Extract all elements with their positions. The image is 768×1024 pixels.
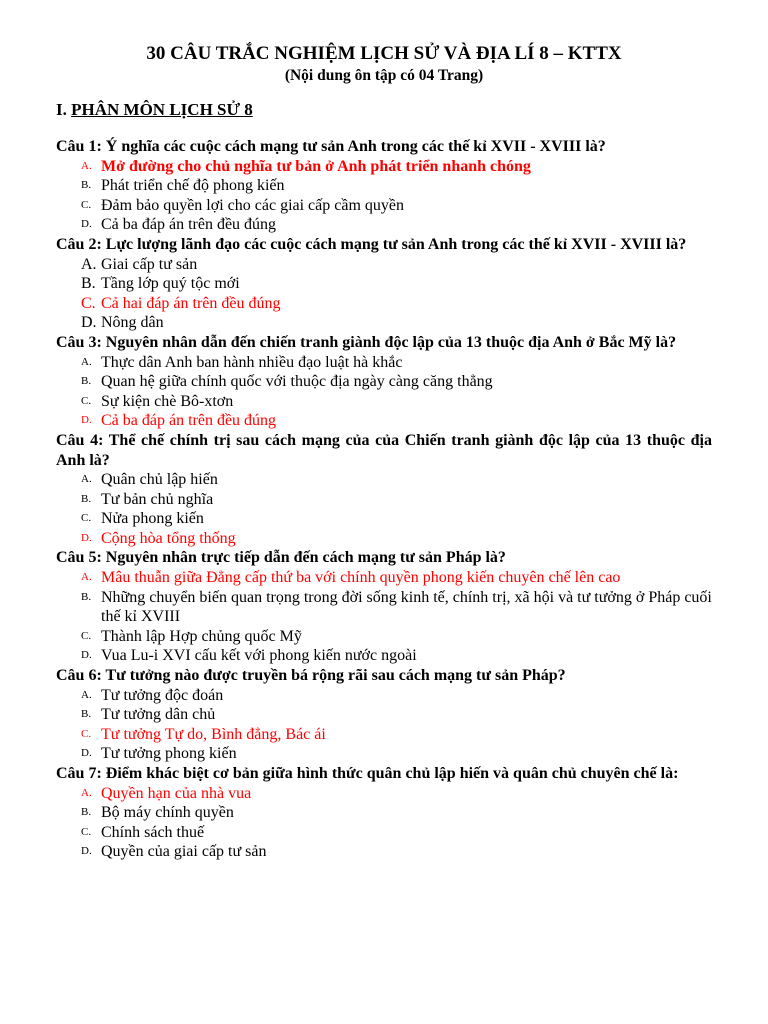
answer-option <box>56 470 712 490</box>
question-block <box>56 764 712 862</box>
answer-option <box>56 196 712 216</box>
answer-label: D. <box>81 314 97 332</box>
answer-label-cell <box>56 353 101 373</box>
answer-text: Nửa phong kiến <box>101 510 204 528</box>
answer-text: Cả ba đáp án trên đều đúng <box>101 412 277 430</box>
answer-option <box>56 215 712 235</box>
answer-option <box>56 255 712 275</box>
answer-text: Tư bản chủ nghĩa <box>101 490 214 508</box>
answer-label: B. <box>81 275 96 293</box>
answer-label: C. <box>81 512 92 525</box>
answer-label-cell <box>56 490 101 510</box>
answer-label: B. <box>81 590 92 603</box>
answer-text: Quyền của giai cấp tư sản <box>101 843 267 861</box>
question-text: Câu 2: Lực lượng lãnh đạo các cuộc cách mạng tư sản Anh trong các thế kỉ XVII - XVIII là? <box>56 235 687 253</box>
answer-option <box>56 509 712 529</box>
answer-option <box>56 353 712 373</box>
document-subtitle: (Nội dung ôn tập có 04 Trang) <box>284 67 484 84</box>
answer-label-cell <box>56 705 101 725</box>
answer-option <box>56 313 712 333</box>
answer-text: Sự kiện chè Bô-xtơn <box>101 392 234 410</box>
answer-option <box>56 705 712 725</box>
answer-label-cell <box>56 313 101 333</box>
answer-text: Mâu thuẫn giữa Đẳng cấp thứ ba với chính quyền phong kiến chuyên chế lên cao <box>101 569 621 587</box>
answer-label-cell <box>56 725 101 745</box>
answer-label: D. <box>81 218 92 231</box>
answer-label: D. <box>81 845 92 858</box>
answer-text: Mở đường cho chủ nghĩa tư bản ở Anh phát triển nhanh chóng <box>101 157 531 175</box>
answer-label-cell <box>56 157 101 177</box>
answer-text: Bộ máy chính quyền <box>101 804 234 822</box>
answer-label-cell <box>56 646 101 666</box>
section-heading <box>56 99 712 121</box>
answer-label-cell <box>56 588 101 627</box>
answer-text: Thành lập Hợp chủng quốc Mỹ <box>101 627 302 645</box>
document-title: 30 CÂU TRẮC NGHIỆM LỊCH SỬ VÀ ĐỊA LÍ 8 – KTTX <box>146 43 622 64</box>
question-text: Câu 6: Tư tưởng nào được truyền bá rộng rãi sau cách mạng tư sản Pháp? <box>56 667 566 685</box>
answer-label-cell <box>56 274 101 294</box>
answer-text: Vua Lu-i XVI cấu kết với phong kiến nước ngoài <box>101 647 417 665</box>
answer-label-cell <box>56 255 101 275</box>
answer-label-cell <box>56 215 101 235</box>
answer-label: B. <box>81 806 92 819</box>
answer-text: Cả hai đáp án trên đều đúng <box>101 294 281 312</box>
answer-label: A. <box>81 688 92 701</box>
answer-text: Thực dân Anh ban hành nhiều đạo luật hà khắc <box>101 353 403 371</box>
question-list <box>56 137 712 862</box>
question-block <box>56 137 712 235</box>
answer-label-cell <box>56 176 101 196</box>
answer-label-cell <box>56 823 101 843</box>
answer-list <box>56 568 712 666</box>
answer-label: B. <box>81 492 92 505</box>
answer-text: Những chuyển biến quan trọng trong đời sống kinh tế, chính trị, xã hội và tư tưởng ở Pháp cuối thế kỉ XVIII <box>101 588 712 626</box>
answer-text: Cộng hòa tổng thống <box>101 529 236 547</box>
answer-label: C. <box>81 629 92 642</box>
answer-label: A. <box>81 571 92 584</box>
answer-label-cell <box>56 842 101 862</box>
answer-option-correct <box>56 784 712 804</box>
answer-label-cell <box>56 803 101 823</box>
answer-label: D. <box>81 531 92 544</box>
question-block <box>56 235 712 333</box>
document-page <box>56 42 712 862</box>
answer-text: Tư tưởng Tự do, Bình đẳng, Bác ái <box>101 725 326 743</box>
answer-option <box>56 588 712 627</box>
answer-option <box>56 274 712 294</box>
question-block <box>56 548 712 666</box>
answer-label-cell <box>56 372 101 392</box>
answer-option <box>56 823 712 843</box>
answer-option-correct <box>56 568 712 588</box>
answer-label-cell <box>56 470 101 490</box>
answer-text: Giai cấp tư sản <box>101 255 198 273</box>
answer-list <box>56 255 712 333</box>
question-text: Câu 7: Điểm khác biệt cơ bản giữa hình thức quân chủ lập hiến và quân chủ chuyên chế là: <box>56 765 679 782</box>
answer-list <box>56 784 712 862</box>
answer-label: C. <box>81 198 92 211</box>
answer-list <box>56 353 712 431</box>
answer-option <box>56 176 712 196</box>
question-text: Câu 1: Ý nghĩa các cuộc cách mạng tư sản Anh trong các thế kỉ XVII - XVIII là? <box>56 138 606 155</box>
answer-option <box>56 842 712 862</box>
answer-text: Quân chủ lập hiến <box>101 471 218 489</box>
answer-option <box>56 744 712 764</box>
question-text: Câu 3: Nguyên nhân dẫn đến chiến tranh giành độc lập của 13 thuộc địa Anh ở Bắc Mỹ là? <box>56 333 677 351</box>
answer-option <box>56 372 712 392</box>
answer-list <box>56 157 712 235</box>
answer-label: B. <box>81 179 92 192</box>
answer-label: C. <box>81 394 92 407</box>
section-prefix: I. <box>56 100 72 119</box>
answer-label-cell <box>56 686 101 706</box>
question-block <box>56 666 712 764</box>
answer-option <box>56 646 712 666</box>
answer-label-cell <box>56 411 101 431</box>
section-title: PHÂN MÔN LỊCH SỬ 8 <box>71 100 253 119</box>
answer-option-correct <box>56 411 712 431</box>
question-block <box>56 431 712 549</box>
answer-text: Nông dân <box>101 314 164 332</box>
answer-label: A. <box>81 473 92 486</box>
answer-label: C. <box>81 825 92 838</box>
answer-option <box>56 392 712 412</box>
question-block <box>56 333 712 431</box>
answer-label: D. <box>81 414 92 427</box>
answer-text: Tầng lớp quý tộc mới <box>101 275 240 293</box>
answer-text: Quan hệ giữa chính quốc với thuộc địa ngày càng căng thẳng <box>101 373 493 391</box>
answer-text: Chính sách thuế <box>101 823 205 841</box>
answer-label-cell <box>56 627 101 647</box>
answer-label: A. <box>81 355 92 368</box>
answer-label: A. <box>81 255 97 273</box>
question-text: Câu 4: Thể chế chính trị sau cách mạng của của Chiến tranh giành độc lập của 13 thuộc địa Anh là? <box>56 431 712 469</box>
answer-label: D. <box>81 747 92 760</box>
answer-label-cell <box>56 392 101 412</box>
answer-list <box>56 686 712 764</box>
answer-label-cell <box>56 509 101 529</box>
answer-label-cell <box>56 529 101 549</box>
answer-text: Đảm bảo quyền lợi cho các giai cấp cầm quyền <box>101 196 405 214</box>
answer-option <box>56 686 712 706</box>
answer-option <box>56 627 712 647</box>
answer-label: C. <box>81 727 92 740</box>
answer-option-correct <box>56 294 712 314</box>
answer-label: B. <box>81 708 92 721</box>
answer-text: Quyền hạn của nhà vua <box>101 784 252 802</box>
question-text: Câu 5: Nguyên nhân trực tiếp dẫn đến cách mạng tư sản Pháp là? <box>56 549 506 567</box>
answer-option-correct <box>56 725 712 745</box>
answer-label-cell <box>56 196 101 216</box>
answer-text: Tư tưởng phong kiến <box>101 745 237 763</box>
answer-label-cell <box>56 294 101 314</box>
answer-label-cell <box>56 784 101 804</box>
answer-option-correct <box>56 157 712 177</box>
answer-option <box>56 803 712 823</box>
answer-label: D. <box>81 649 92 662</box>
answer-option-correct <box>56 529 712 549</box>
answer-option <box>56 490 712 510</box>
answer-text: Tư tưởng dân chủ <box>101 706 216 724</box>
answer-text: Phát triển chế độ phong kiến <box>101 177 285 195</box>
answer-text: Tư tưởng độc đoán <box>101 686 224 704</box>
answer-label: A. <box>81 159 92 172</box>
answer-label: B. <box>81 375 92 388</box>
answer-label: C. <box>81 294 96 312</box>
answer-list <box>56 470 712 548</box>
answer-label-cell <box>56 568 101 588</box>
answer-text: Cả ba đáp án trên đều đúng <box>101 216 277 234</box>
answer-label: A. <box>81 786 92 799</box>
answer-label-cell <box>56 744 101 764</box>
